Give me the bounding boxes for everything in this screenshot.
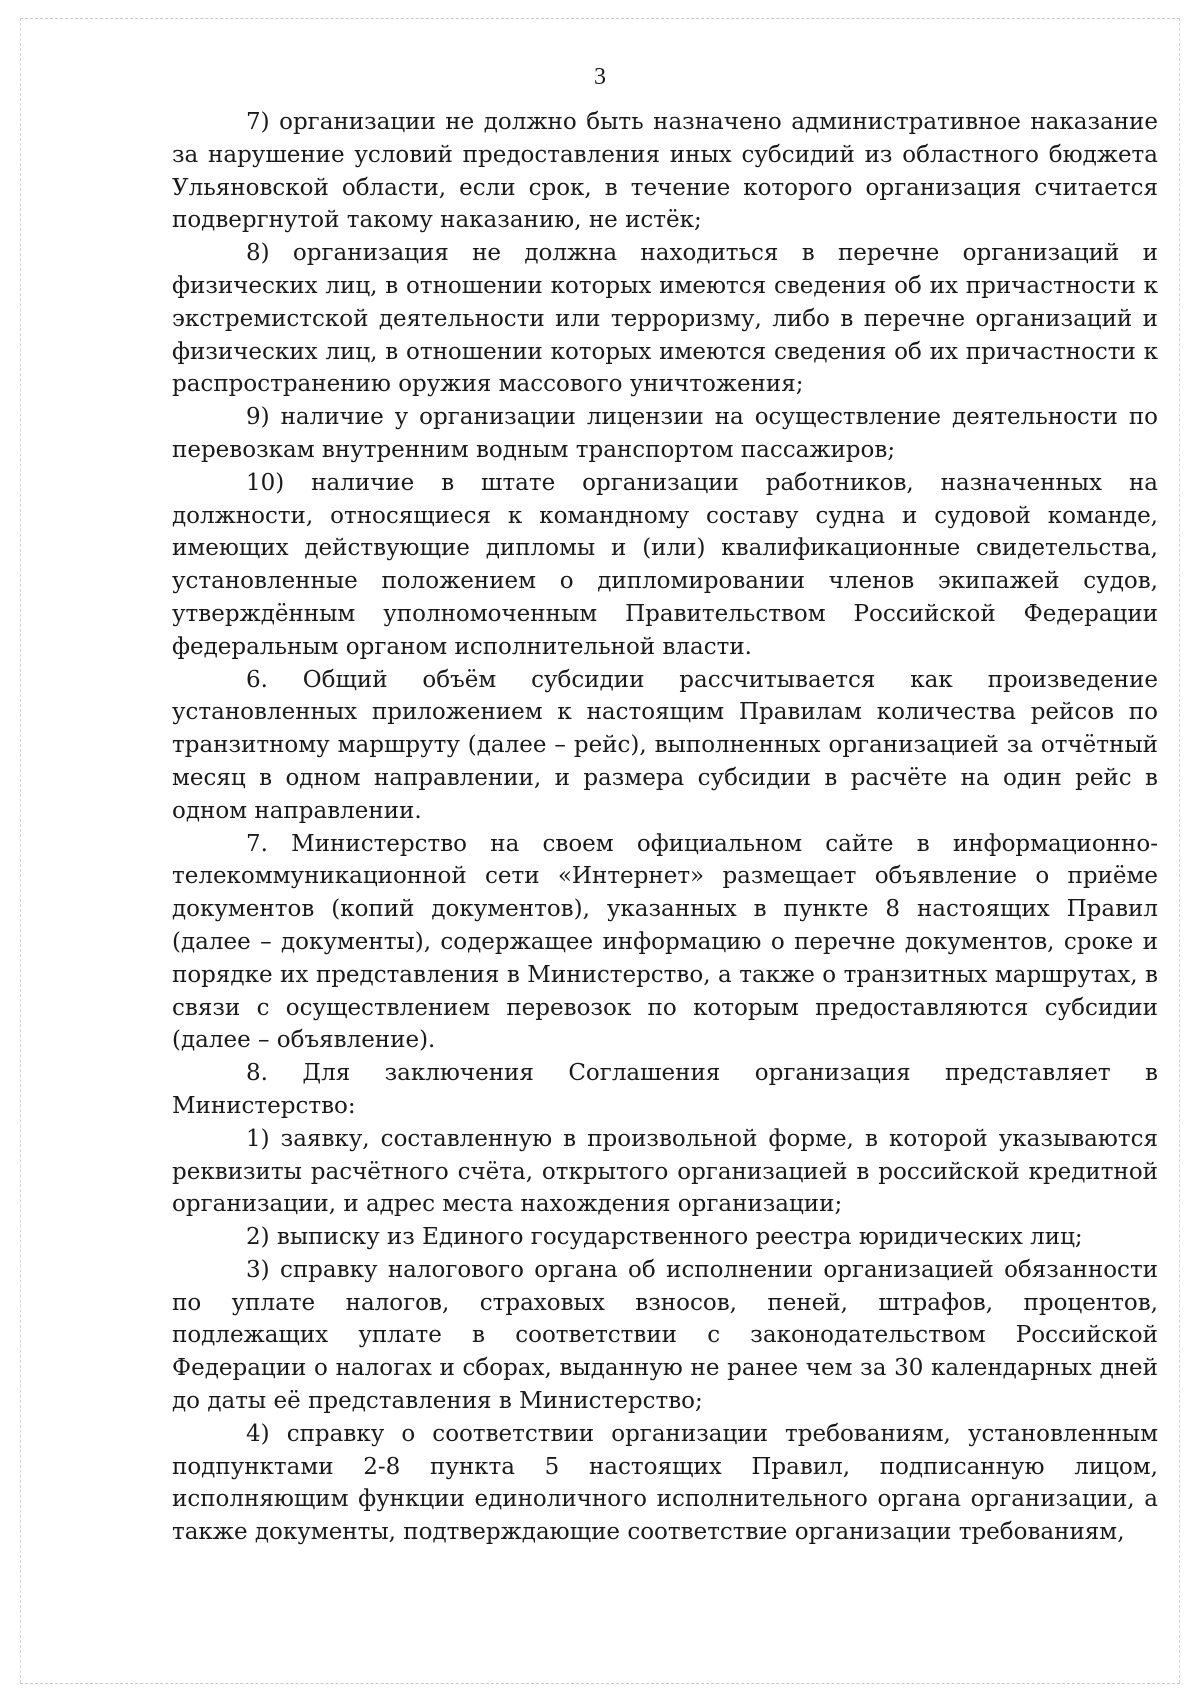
paragraph-subitem-1: 1) заявку, составленную в произвольной форме, в которой указываются реквизиты расчётного счёта, открытого организацией в российской кредитной организации, и адрес места нахождения организации;	[172, 1125, 1158, 1218]
document-body	[172, 106, 1158, 1549]
scan-border-left	[20, 18, 21, 1683]
paragraph-item-6: 6. Общий объём субсидии рассчитывается как произведение установленных приложением к настоящим Правилам количества рейсов по транзитному маршруту (далее – рейс), выполненных организацией за отчётный месяц в одном направлении, и размера субсидии в расчёте на один рейс в одном направлении.	[172, 666, 1158, 824]
paragraph-subitem-8: 8) организация не должна находиться в перечне организаций и физических лиц, в отношении которых имеются сведения об их причастности к экстремистской деятельности или терроризму, либо в перечне организаций и физических лиц, в отношении которых имеются сведения об их причастности к распространению оружия массового уничтожения;	[172, 240, 1158, 398]
paragraph-subitem-10: 10) наличие в штате организации работников, назначенных на должности, относящиеся к командному составу судна и судовой команде, имеющих действующие дипломы и (или) квалификационные свидетельства, установленные положением о дипломировании членов экипажей судов, утверждённым уполномоченным Правительством Российской Федерации федеральным органом исполнительной власти.	[172, 469, 1158, 660]
scan-border-right	[1179, 18, 1180, 1683]
scan-border-top	[20, 18, 1180, 19]
page-number: 3	[594, 64, 606, 90]
paragraph-subitem-9: 9) наличие у организации лицензии на осуществление деятельности по перевозкам внутренним водным транспортом пассажиров;	[172, 404, 1158, 463]
paragraph-subitem-7: 7) организации не должно быть назначено административное наказание за нарушение условий предоставления иных субсидий из областного бюджета Ульяновской области, если срок, в течение которого организация считается подвергнутой такому наказанию, не истёк;	[172, 109, 1158, 234]
paragraph-subitem-3: 3) справку налогового органа об исполнении организацией обязанности по уплате налогов, страховых взносов, пеней, штрафов, процентов, подлежащих уплате в соответствии с законодательством Российской Федерации о налогах и сборах, выданную не ранее чем за 30 календарных дней до даты её представления в Министерство;	[172, 1256, 1158, 1415]
paragraph-subitem-4: 4) справку о соответствии организации требованиям, установленным подпунктами 2-8 пункта 5 настоящих Правил, подписанную лицом, исполняющим функции единоличного исполнительного органа организации, а также документы, подтверждающие соответствие организации требованиям,	[172, 1420, 1158, 1546]
paragraph-subitem-2: 2) выписку из Единого государственного реестра юридических лиц;	[246, 1224, 1083, 1251]
paragraph-item-8: 8. Для заключения Соглашения организация представляет в Министерство:	[172, 1060, 1158, 1119]
paragraph-item-7: 7. Министерство на своем официальном сайте в информационно-телекоммуникационной сети «Интернет» размещает объявление о приёме документов (копий документов), указанных в пункте 8 настоящих Правил (далее – документы), содержащее информацию о перечне документов, сроке и порядке их представления в Министерство, а также о транзитных маршрутах, в связи с осуществлением перевозок по которым предоставляются субсидии (далее – объявление).	[172, 830, 1158, 1054]
scan-border-bottom	[20, 1683, 1180, 1684]
